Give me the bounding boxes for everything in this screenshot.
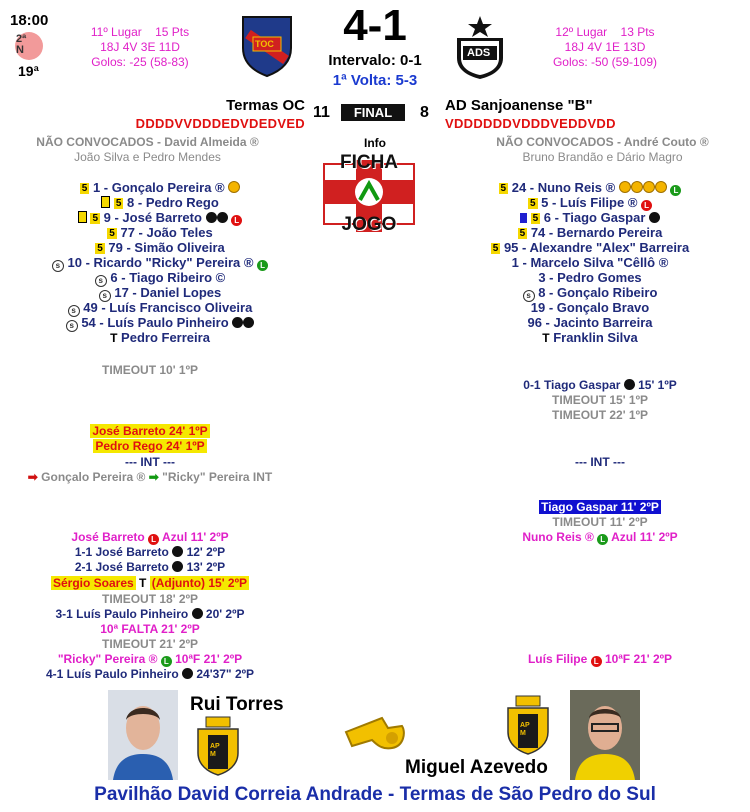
away-stats [525,25,685,70]
sub-icon: s [68,305,80,317]
starter-badge: 5 [109,228,115,239]
list-item[interactable]: s 10 - Ricardo "Ricky" Pereira ® L [0,255,320,270]
list-item[interactable]: 5 8 - Pedro Rego [0,195,320,210]
away-position: 8 [420,104,429,121]
sub-icon: s [95,275,107,287]
home-timeout-2: TIMEOUT 18' 2ºP [102,592,198,606]
list-item[interactable]: 1 - Marcelo Silva "Cêllô ® [511,255,669,270]
away-timeout-2: TIMEOUT 22' 1ºP [552,408,648,422]
goal-ball-icon [624,379,635,390]
home-logo-text: TOC [255,39,274,49]
home-stats [60,25,220,70]
yellow-card-icon [78,211,87,223]
green-l-icon: L [597,534,608,545]
home-record: 18J 4V 3E 11D [100,40,180,54]
green-l-icon: L [257,260,268,271]
home-goal-1: 1-1 José Barreto 12' 2ºP [74,545,226,559]
goal-ball-icon [243,317,254,328]
starter-badge: 5 [519,228,526,239]
away-team-name: AD Sanjoanense "B" [445,97,593,114]
sub-out-arrow-icon: ➡ [27,470,38,484]
goal-ball-icon [217,212,228,223]
apm-badge-text: APM [520,722,530,737]
blue-card-icon [520,213,527,223]
first-leg-score: 1ª Volta: 5-3 [332,72,418,89]
away-points: 13 Pts [620,25,655,39]
home-goal-2: 2-1 José Barreto 13' 2ºP [74,560,226,574]
home-timeout-3: TIMEOUT 21' 2ºP [102,637,198,651]
home-interval: --- INT --- [125,455,175,469]
starter-badge: 5 [492,243,499,254]
starter-badge: 5 [81,183,88,194]
coach-icon: T [542,331,550,345]
green-l-icon: L [161,656,172,667]
list-item[interactable]: 5 6 - Tiago Gaspar [430,210,750,225]
gold-ball-icon [619,181,631,193]
goal-ball-icon [232,317,243,328]
list-item[interactable]: T Franklin Silva [542,330,638,345]
final-badge: FINAL [341,104,405,121]
list-item[interactable]: 5 1 - Gonçalo Pereira ® [0,180,320,195]
sub-in-arrow-icon: ➡ [148,470,159,484]
starter-badge: 5 [500,183,507,194]
starter-badge: 5 [97,243,103,254]
home-adjunto-card: Sérgio Soares T (Adjunto) 15' 2ºP [53,576,247,590]
home-card-2: Pedro Rego 24' 1ºP [95,439,205,453]
home-rank: 11º Lugar [90,25,142,39]
home-foul-10: 10ª FALTA 21' 2ºP [100,622,200,636]
home-lineup [0,180,320,345]
red-l-icon: L [231,215,242,226]
coach-icon: T [110,331,118,345]
list-item[interactable]: 5 77 - João Teles [109,225,213,240]
gold-ball-icon [228,181,240,193]
round-number: 19ª [18,63,39,79]
home-position: 11 [313,104,330,121]
away-logo-text: ADS [467,47,491,59]
coach-icon: T [139,576,147,590]
home-form: DDDDVVDDDEDVDEDVED [135,116,305,131]
yellow-card-icon [101,196,110,208]
away-blue-card-event: Tiago Gaspar 11' 2ºP [541,500,659,514]
home-goal-3: 3-1 Luís Paulo Pinheiro 20' 2ºP [55,607,245,621]
away-timeout-3: TIMEOUT 11' 2ºP [552,515,648,529]
referee-1-photo[interactable] [108,690,178,780]
away-not-called [470,135,735,165]
list-item[interactable]: s 54 - Luís Paulo Pinheiro [0,315,320,330]
away-rank: 12º Lugar [555,25,608,39]
red-l-icon: L [641,200,652,211]
list-item[interactable]: s 6 - Tiago Ribeiro © [0,270,320,285]
goal-ball-icon [172,546,183,557]
gold-ball-icon [643,181,655,193]
gold-ball-icon [631,181,643,193]
home-goals: Golos: -25 (58-83) [91,55,189,69]
ficha-text-top: FICHA [339,152,399,173]
whistle-icon [342,712,408,756]
final-score: 4-1 [343,1,407,50]
goal-ball-icon [192,608,203,619]
apm-badge-icon [502,694,554,756]
interval-score: Intervalo: 0-1 [328,52,422,69]
sub-icon: s [66,320,78,332]
division-badge-text: 2ª N [16,33,27,56]
red-l-icon: L [591,656,602,667]
list-item[interactable]: s 49 - Luís Francisco Oliveira [0,300,320,315]
apm-badge-icon [192,715,244,777]
referee-2-photo[interactable] [570,690,640,780]
match-time: 18:00 [10,12,49,29]
gold-ball-icon [655,181,667,193]
ficha-jogo-logo[interactable] [322,150,416,240]
apm-badge-text: APM [210,743,220,758]
goal-ball-icon [172,561,183,572]
referee-2-name: Miguel Azevedo [405,757,548,778]
referee-1-name: Rui Torres [190,694,284,715]
goal-ball-icon [649,212,660,223]
away-record: 18J 4V 1E 13D [564,40,646,54]
list-item[interactable]: 5 95 - Alexandre "Alex" Barreira [492,240,690,255]
away-goal-1: 0-1 Tiago Gaspar 15' 1ºP [523,378,677,392]
starter-badge: 5 [92,213,99,224]
list-item[interactable]: 5 5 - Luís Filipe ® L [430,195,750,210]
away-form: VDDDDDDVDDDVEDDVDD [445,116,616,131]
away-lineup [430,180,750,345]
away-interval: --- INT --- [575,455,625,469]
away-nuno-event: Nuno Reis ® L Azul 11' 2ºP [522,530,678,544]
list-item[interactable]: 96 - Jacinto Barreira [527,315,653,330]
home-not-called [15,135,280,165]
home-blue-card-event: José Barreto L Azul 11' 2ºP [71,530,229,544]
list-item[interactable]: 5 79 - Simão Oliveira [97,240,225,255]
home-not-called-line1: NÃO CONVOCADOS - David Almeida ® [36,135,259,149]
list-item[interactable]: s 8 - Gonçalo Ribeiro [430,285,750,300]
list-item[interactable]: 5 9 - José Barreto L [0,210,320,225]
ficha-text-bottom: JOGO [341,214,397,235]
venue-name: Pavilhão David Correia Andrade - Termas de São Pedro do Sul [94,784,656,805]
list-item[interactable]: 3 - Pedro Gomes [538,270,642,285]
home-card-1: José Barreto 24' 1ºP [92,424,208,438]
home-team-logo[interactable] [240,14,294,78]
away-not-called-line1: NÃO CONVOCADOS - André Couto ® [496,135,709,149]
away-goals: Golos: -50 (59-109) [552,55,658,69]
away-not-called-line2: Bruno Brandão e Dário Magro [522,150,683,164]
away-filipe-event: Luís Filipe L 10ªF 21' 2ºP [527,652,673,666]
division-badge-icon [15,32,43,60]
info-link[interactable]: Info [364,136,386,150]
starter-badge: 5 [115,198,122,209]
green-l-icon: L [670,185,681,196]
list-item[interactable]: s 17 - Daniel Lopes [0,285,320,300]
sub-icon: s [52,260,64,272]
red-l-icon: L [148,534,159,545]
home-timeout-1: TIMEOUT 10' 1ºP [102,363,198,377]
list-item[interactable]: 19 - Gonçalo Bravo [530,300,650,315]
list-item[interactable]: 5 24 - Nuno Reis ® L [430,180,750,195]
starter-badge: 5 [529,198,536,209]
home-points: 15 Pts [155,25,190,39]
goal-ball-icon [182,668,193,679]
sub-icon: s [523,290,535,302]
list-item[interactable]: 5 74 - Bernardo Pereira [519,225,663,240]
sub-icon: s [99,290,111,302]
list-item[interactable]: T Pedro Ferreira [110,330,210,345]
home-ricky-event: "Ricky" Pereira ® L 10ªF 21' 2ºP [57,652,243,666]
goal-ball-icon [206,212,217,223]
away-timeout-1: TIMEOUT 15' 1ºP [552,393,648,407]
home-team-name: Termas OC [226,97,305,114]
starter-badge: 5 [532,213,539,224]
away-team-logo[interactable] [452,14,508,80]
home-goal-4: 4-1 Luís Paulo Pinheiro 24'37" 2ºP [45,667,255,681]
home-substitution: ➡ Gonçalo Pereira ® ➡ "Ricky" Pereira INT [27,470,273,484]
home-not-called-line2: João Silva e Pedro Mendes [74,150,221,164]
